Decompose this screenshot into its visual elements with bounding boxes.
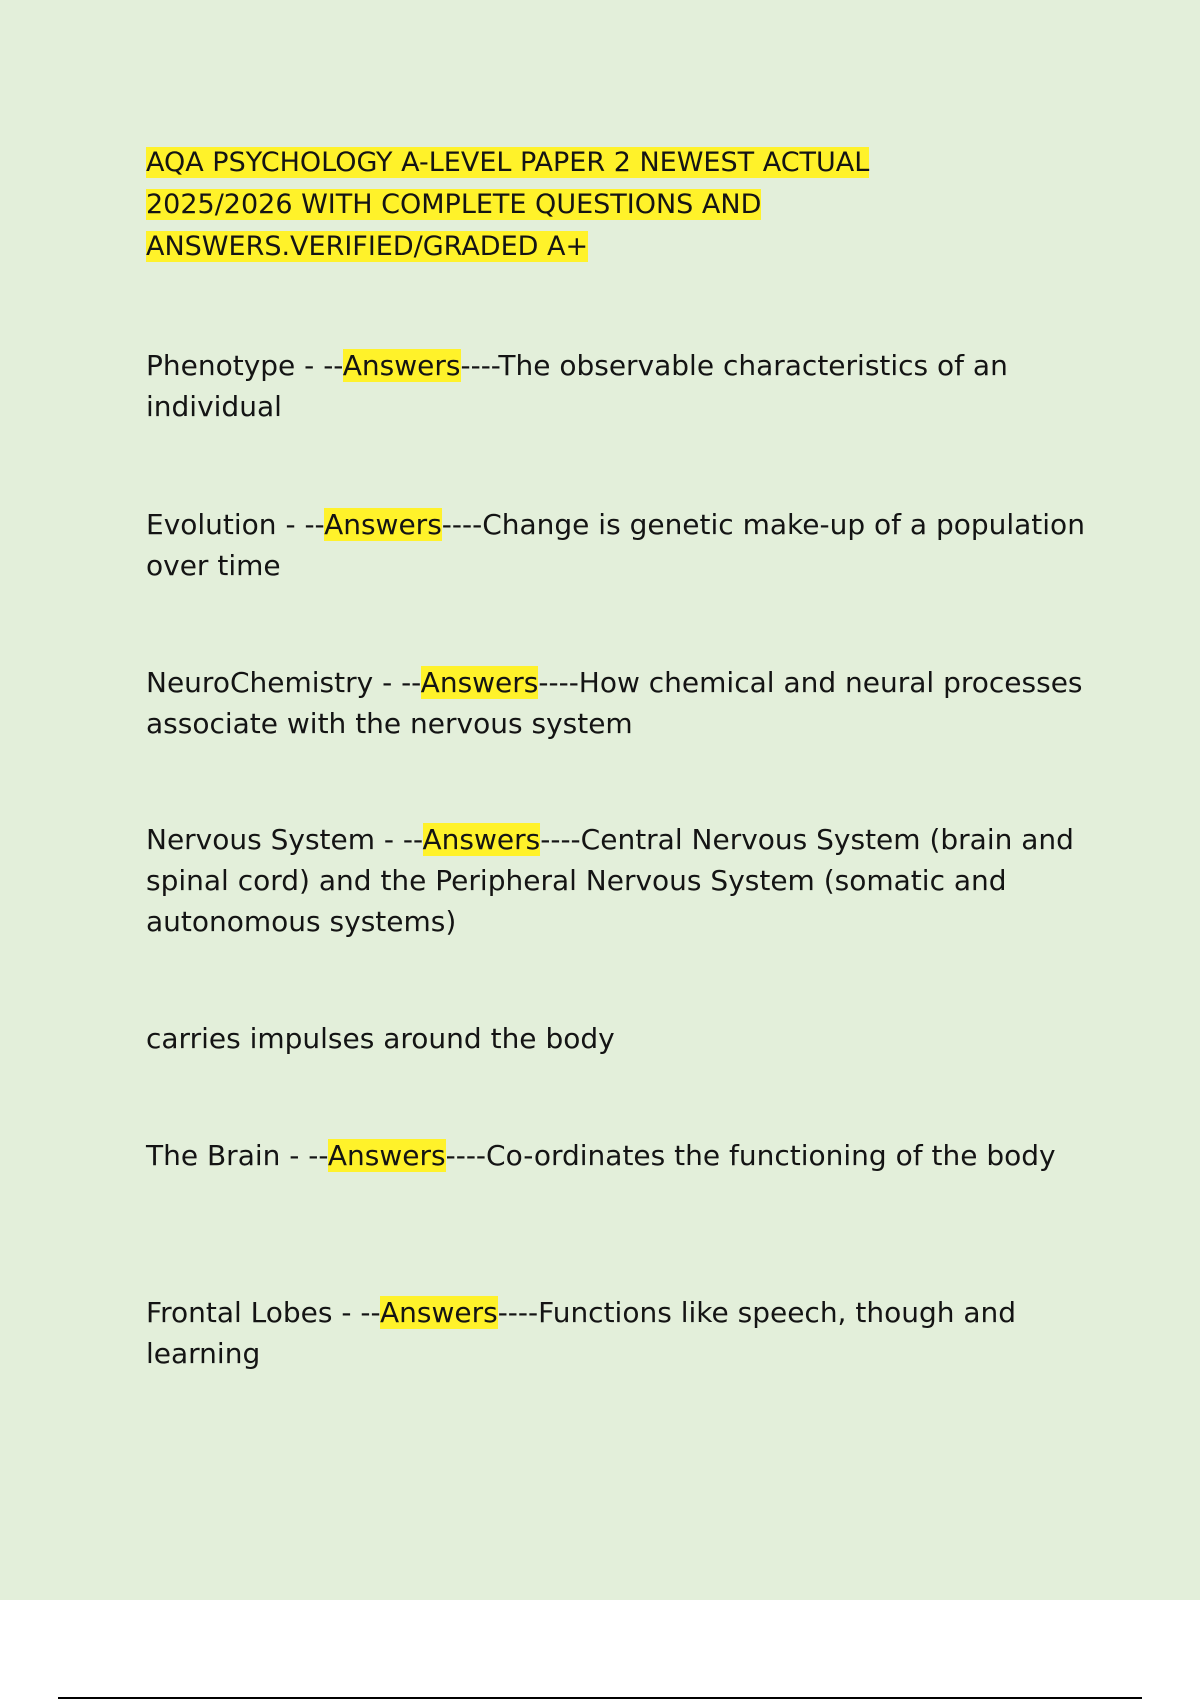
entry-definition: ----How chemical and neural processes associate with the nervous system: [146, 666, 1083, 740]
title-line-3: ANSWERS.VERIFIED/GRADED A+: [146, 231, 589, 262]
footer-divider: [58, 1697, 1142, 1699]
entry-definition: ----Central Nervous System (brain and spinal cord) and the Peripheral Nervous System (somatic and autonomous systems): [146, 823, 1074, 938]
entry-term: Nervous System - --: [146, 823, 423, 856]
entry-term: NeuroChemistry - --: [146, 666, 421, 699]
entry-term: Phenotype - --: [146, 349, 343, 382]
entry-plain-text: [146, 1018, 1096, 1059]
entry-phenotype: [146, 345, 1096, 427]
entry-definition: ----The observable characteristics of an individual: [146, 349, 1008, 423]
document-title: [146, 142, 1006, 268]
title-line-2: 2025/2026 WITH COMPLETE QUESTIONS AND: [146, 189, 762, 220]
answers-highlight: Answers: [379, 1296, 498, 1329]
entry-term: The Brain - --: [146, 1139, 328, 1172]
answers-highlight: Answers: [327, 1139, 446, 1172]
entry-definition: ----Change is genetic make-up of a population over time: [146, 508, 1085, 582]
answers-highlight: Answers: [420, 666, 539, 699]
title-line-1: AQA PSYCHOLOGY A-LEVEL PAPER 2 NEWEST ACTUAL: [146, 147, 870, 178]
entry-evolution: [146, 504, 1096, 586]
entry-definition: ----Functions like speech, though and learning: [146, 1296, 1017, 1370]
entry-nervous-system: [146, 819, 1096, 942]
entry-term: Evolution - --: [146, 508, 325, 541]
entry-frontal-lobes: [146, 1292, 1096, 1374]
answers-highlight: Answers: [342, 349, 461, 382]
answers-highlight: Answers: [422, 823, 541, 856]
entry-definition: ----Co-ordinates the functioning of the body: [445, 1139, 1056, 1172]
entry-text: carries impulses around the body: [146, 1022, 615, 1055]
entry-term: Frontal Lobes - --: [146, 1296, 380, 1329]
entry-neurochemistry: [146, 662, 1096, 744]
document-content: [146, 142, 1096, 1370]
answers-highlight: Answers: [324, 508, 442, 541]
entry-the-brain: [146, 1135, 1096, 1176]
